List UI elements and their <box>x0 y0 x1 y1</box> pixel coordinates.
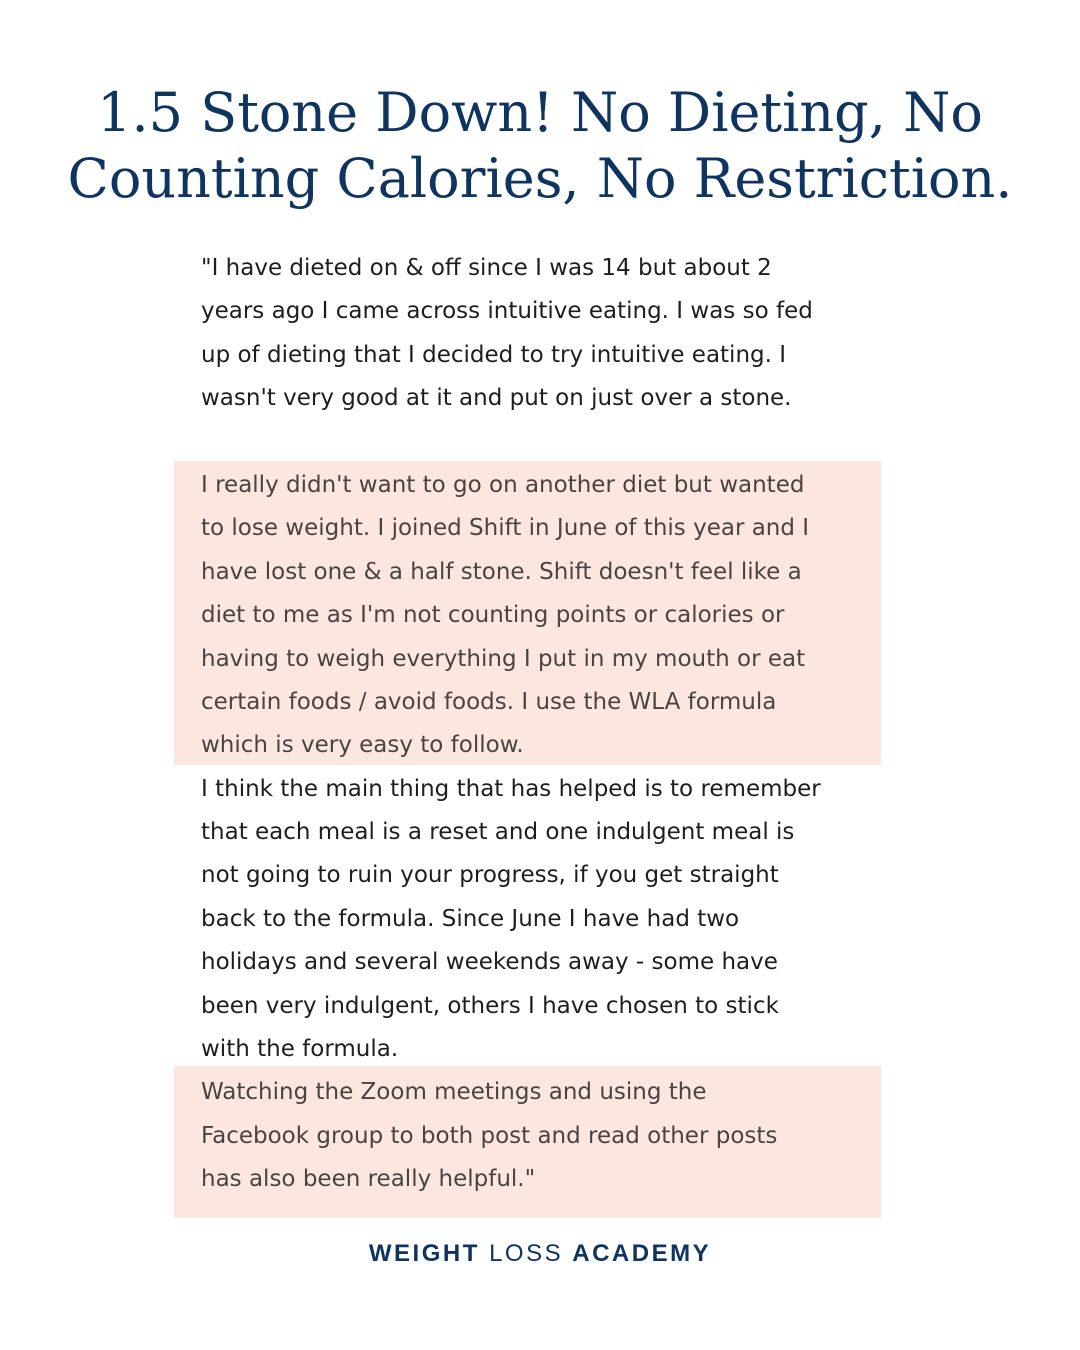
quote-line: wasn't very good at it and put on just over a stone. <box>201 385 792 412</box>
brand-word-weight: WEIGHT <box>368 1240 480 1267</box>
quote-line: I think the main thing that has helped is to remember <box>201 775 821 802</box>
quote-line: holidays and several weekends away - some have <box>201 949 778 976</box>
quote-line: Facebook group to both post and read other posts <box>201 1122 778 1149</box>
quote-line: Watching the Zoom meetings and using the <box>201 1079 707 1106</box>
page-title <box>0 80 1080 212</box>
brand-word-academy: ACADEMY <box>572 1240 712 1267</box>
brand-logo <box>0 1240 1080 1268</box>
title-line-2: Counting Calories, No Restriction. <box>67 147 1013 210</box>
quote-line: I really didn't want to go on another diet but wanted <box>201 471 805 498</box>
quote-line: that each meal is a reset and one indulgent meal is <box>201 819 795 846</box>
paragraph-gap <box>201 421 881 464</box>
quote-line: have lost one & a half stone. Shift doesn't feel like a <box>201 558 802 585</box>
brand-word-loss: LOSS <box>489 1240 564 1267</box>
paragraph-intro <box>201 247 881 421</box>
quote-line: which is very easy to follow. <box>201 732 524 759</box>
quote-line: up of dieting that I decided to try intuitive eating. I <box>201 341 787 368</box>
quote-line: back to the formula. Since June I have had two <box>201 905 740 932</box>
quote-line: years ago I came across intuitive eating. I was so fed <box>201 298 813 325</box>
quote-line: has also been really helpful." <box>201 1166 536 1193</box>
quote-line: diet to me as I'm not counting points or calories or <box>201 602 785 629</box>
paragraph-main-thing <box>201 768 881 1072</box>
title-line-1: 1.5 Stone Down! No Dieting, No <box>97 81 983 144</box>
quote-line: not going to ruin your progress, if you get straight <box>201 862 779 889</box>
testimonial-quote <box>201 247 881 1202</box>
quote-line: to lose weight. I joined Shift in June of this year and I <box>201 515 810 542</box>
paragraph-zoom-facebook <box>201 1071 881 1201</box>
paragraph-shift-results <box>201 464 881 768</box>
quote-line: certain foods / avoid foods. I use the WLA formula <box>201 688 777 715</box>
quote-line: having to weigh everything I put in my mouth or eat <box>201 645 806 672</box>
quote-line: with the formula. <box>201 1036 399 1063</box>
quote-line: "I have dieted on & off since I was 14 but about 2 <box>201 255 772 281</box>
quote-line: been very indulgent, others I have chosen to stick <box>201 992 779 1019</box>
